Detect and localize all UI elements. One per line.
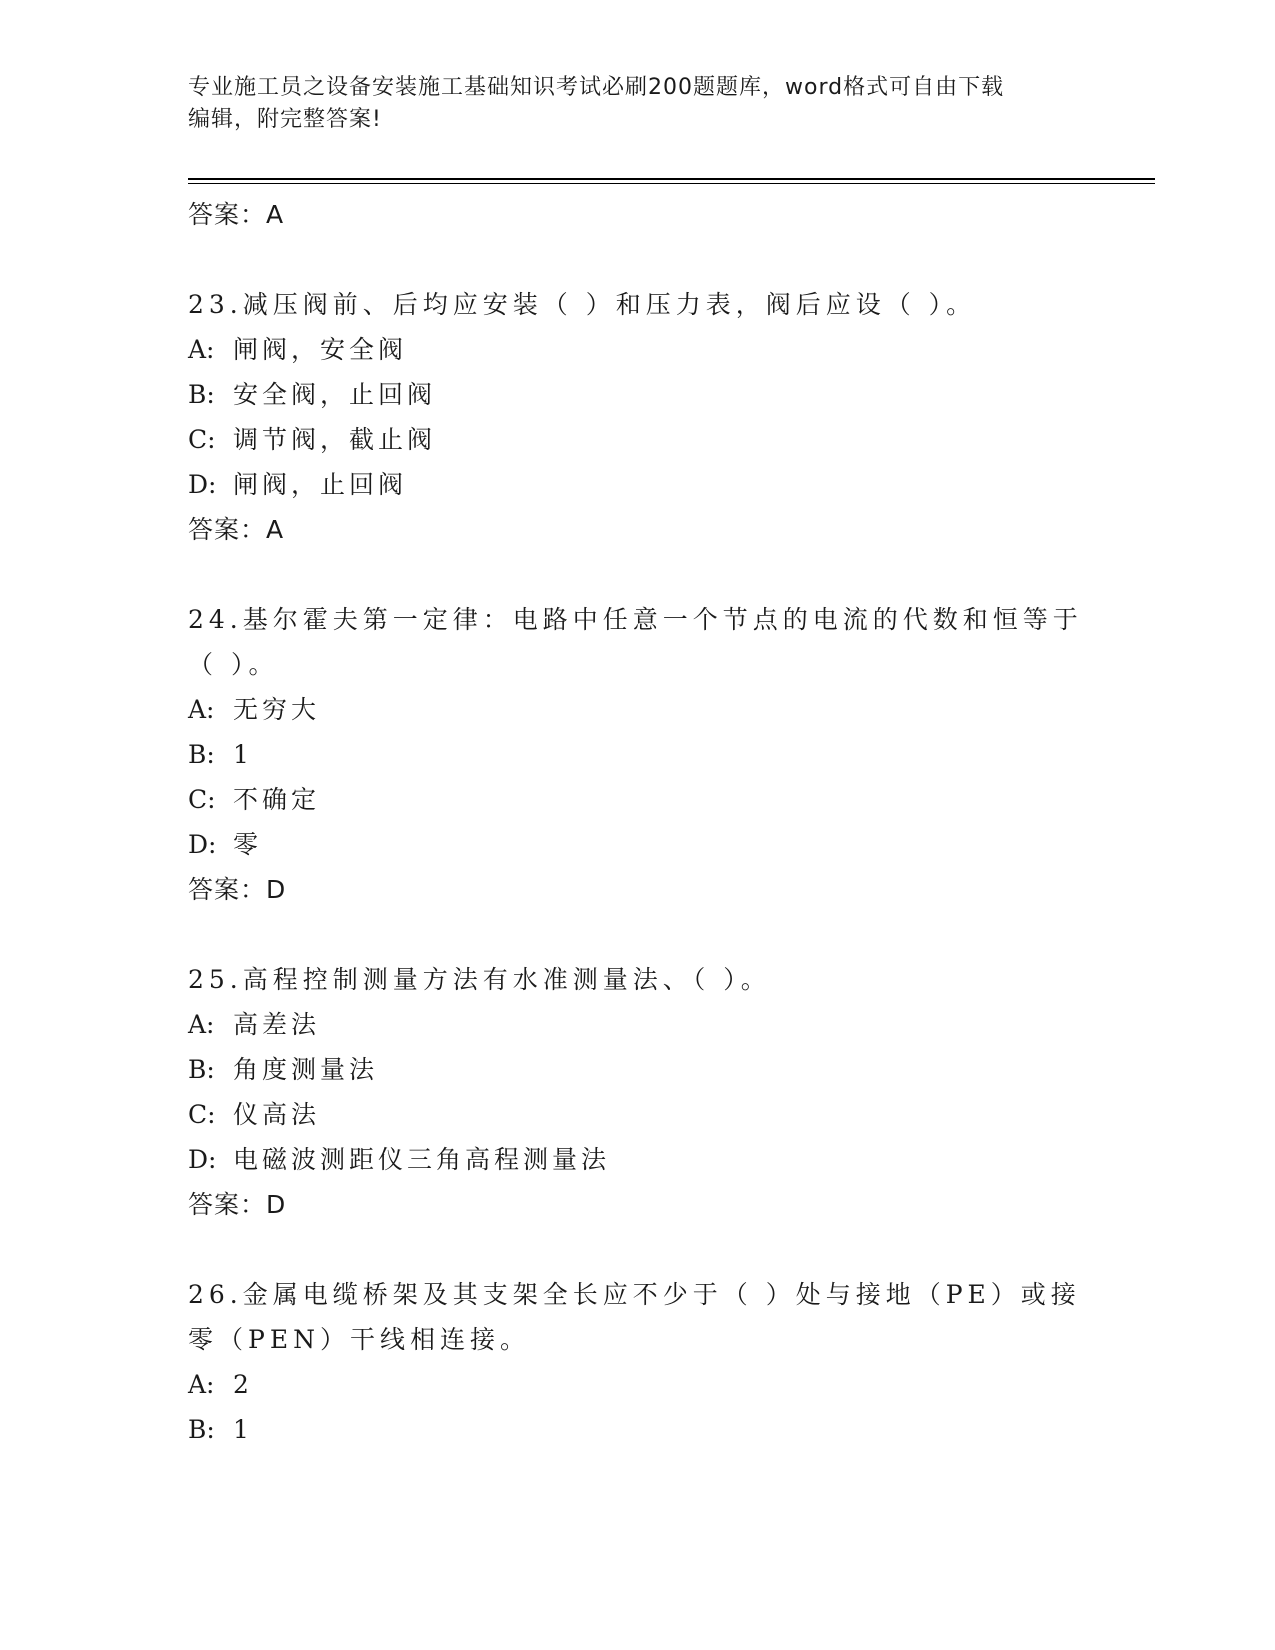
option-text: 安全阀，止回阀	[233, 380, 437, 409]
option-text: 不确定	[233, 785, 321, 814]
answer: 答案：D	[188, 1190, 287, 1219]
question-25	[188, 957, 1088, 1227]
option-a	[188, 327, 1088, 372]
option-b	[188, 732, 1088, 777]
option-c	[188, 417, 1088, 462]
option-text: 高差法	[233, 1010, 321, 1039]
option-letter: B:	[188, 1415, 215, 1444]
question-23	[188, 282, 1088, 552]
option-letter: A:	[188, 1370, 215, 1399]
option-a	[188, 687, 1088, 732]
option-c	[188, 777, 1088, 822]
header-divider-thin	[188, 183, 1155, 184]
option-letter: D:	[188, 470, 217, 499]
option-a	[188, 1362, 1088, 1407]
option-text: 1	[233, 1415, 253, 1444]
option-text: 1	[233, 740, 253, 769]
option-d	[188, 822, 1088, 867]
question-stem: 26.金属电缆桥架及其支架全长应不少于（ ）处与接地（PE）或接零（PEN）干线相连接。	[188, 1280, 1081, 1354]
option-b	[188, 372, 1088, 417]
answer: 答案：D	[188, 875, 287, 904]
question-26	[188, 1272, 1088, 1452]
answer: 答案：A	[188, 515, 285, 544]
header-title-line-1: 专业施工员之设备安装施工基础知识考试必刷200题题库，word格式可自由下载	[188, 75, 1005, 100]
option-c	[188, 1092, 1088, 1137]
option-text: 无穷大	[233, 695, 321, 724]
option-b	[188, 1407, 1088, 1452]
option-letter: C:	[188, 425, 216, 454]
option-text: 调节阀，截止阀	[233, 425, 437, 454]
option-letter: B:	[188, 740, 215, 769]
option-text: 电磁波测距仪三角高程测量法	[233, 1145, 611, 1174]
option-letter: C:	[188, 785, 216, 814]
option-letter: D:	[188, 830, 217, 859]
option-d	[188, 1137, 1088, 1182]
option-text: 闸阀，安全阀	[233, 335, 408, 364]
option-letter: A:	[188, 335, 215, 364]
question-24	[188, 597, 1088, 912]
option-letter: A:	[188, 695, 215, 724]
option-d	[188, 462, 1088, 507]
question-stem: 23.减压阀前、后均应安装（ ）和压力表，阀后应设（ ）。	[188, 290, 977, 319]
question-list	[188, 192, 1088, 1452]
document-header	[188, 72, 1088, 136]
option-text: 零	[233, 830, 263, 859]
question-stem: 25.高程控制测量方法有水准测量法、（ ）。	[188, 965, 771, 994]
option-text: 2	[233, 1370, 253, 1399]
option-letter: C:	[188, 1100, 216, 1129]
header-title-line-2: 编辑，附完整答案!	[188, 107, 382, 132]
header-divider-thick	[188, 178, 1155, 180]
option-letter: B:	[188, 380, 215, 409]
option-text: 仪高法	[233, 1100, 321, 1129]
option-letter: D:	[188, 1145, 217, 1174]
option-letter: A:	[188, 1010, 215, 1039]
option-text: 角度测量法	[233, 1055, 379, 1084]
option-letter: B:	[188, 1055, 215, 1084]
question-stem: 24.基尔霍夫第一定律：电路中任意一个节点的电流的代数和恒等于（ ）。	[188, 605, 1083, 679]
option-b	[188, 1047, 1088, 1092]
previous-answer: 答案：A	[188, 200, 285, 229]
option-a	[188, 1002, 1088, 1047]
option-text: 闸阀，止回阀	[233, 470, 408, 499]
